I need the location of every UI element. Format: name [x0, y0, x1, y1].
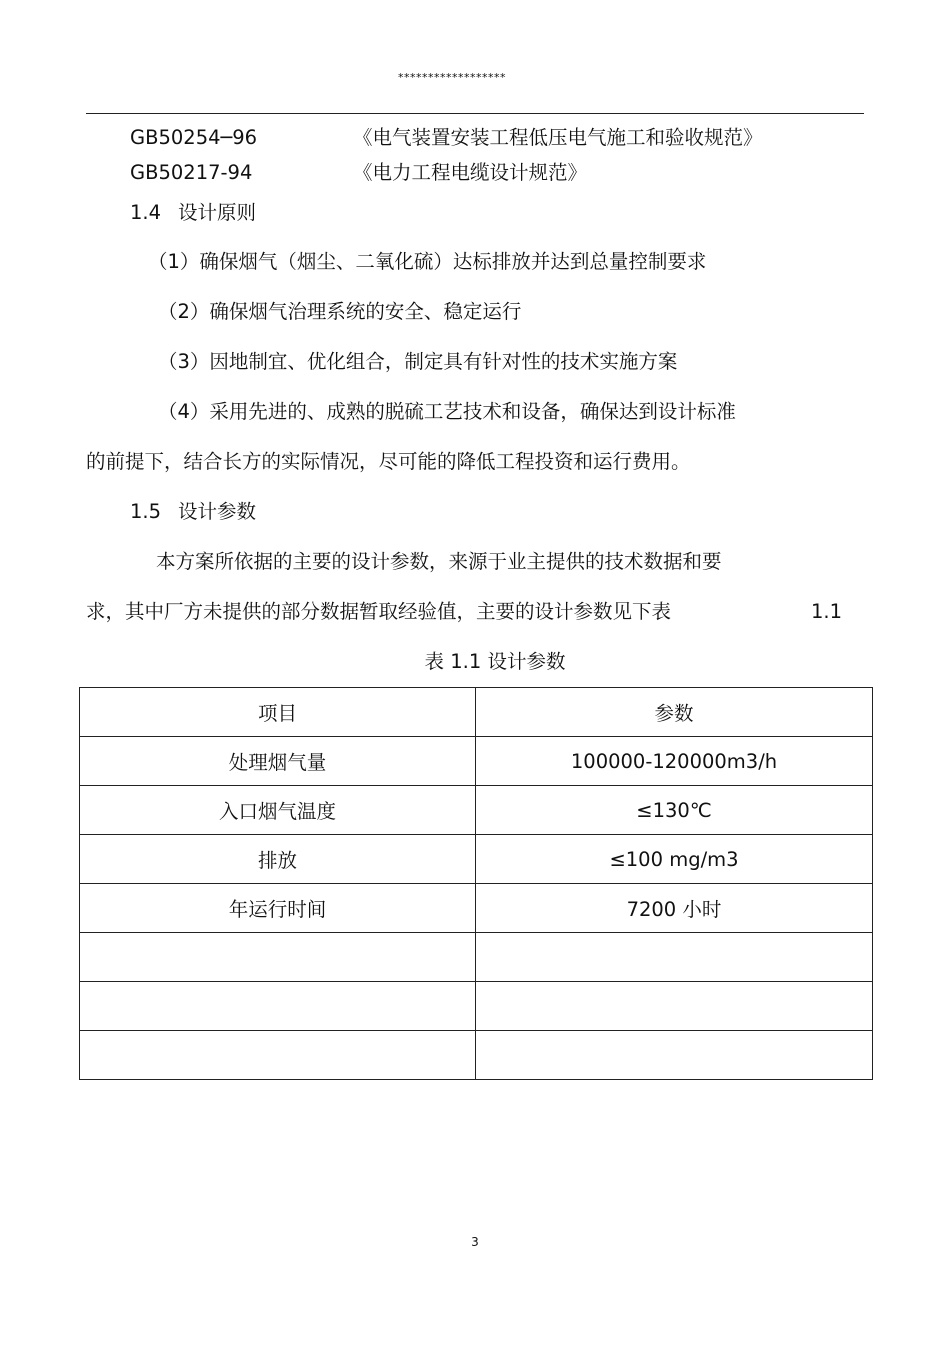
standard-title-2: 《电力工程电缆设计规范》 — [353, 161, 588, 184]
principle-item-4: （4）采用先进的、成熟的脱硫工艺技术和设备，确保达到设计标准 — [158, 400, 736, 423]
params-paragraph-line-1: 本方案所依据的主要的设计参数，来源于业主提供的技术数据和要 — [156, 550, 722, 573]
table-row — [80, 737, 873, 786]
principle-item-3: （3）因地制宜、优化组合，制定具有针对性的技术实施方案 — [158, 350, 678, 373]
table-cell-value — [476, 1031, 873, 1080]
principle-item-2: （2）确保烟气治理系统的安全、稳定运行 — [158, 300, 522, 323]
table-row — [80, 786, 873, 835]
table-cell-value — [476, 982, 873, 1031]
design-parameters-table — [79, 687, 873, 1080]
params-paragraph-table-ref: 1.1 — [811, 600, 843, 623]
table-cell-item: 年运行时间 — [80, 884, 476, 933]
table-cell-item: 处理烟气量 — [80, 737, 476, 786]
header-item: 项目 — [80, 688, 476, 737]
section-1-4-number: 1.4 — [130, 201, 162, 224]
principle-item-1: （1）确保烟气（烟尘、二氧化硫）达标排放并达到总量控制要求 — [148, 250, 707, 273]
table-row — [80, 835, 873, 884]
header-parameter: 参数 — [476, 688, 873, 737]
table-cell-item — [80, 933, 476, 982]
standard-title-1: 《电气装置安装工程低压电气施工和验收规范》 — [353, 126, 763, 149]
table-cell-item — [80, 982, 476, 1031]
table-row — [80, 884, 873, 933]
table-cell-value: 100000-120000m3/h — [476, 737, 873, 786]
standard-code-2: GB50217-94 — [130, 161, 253, 184]
table-cell-item: 排放 — [80, 835, 476, 884]
table-cell-item — [80, 1031, 476, 1080]
principle-item-4-continuation: 的前提下，结合长方的实际情况，尽可能的降低工程投资和运行费用。 — [86, 450, 691, 473]
section-1-5-number: 1.5 — [130, 500, 162, 523]
table-cell-value: 7200 小时 — [476, 884, 873, 933]
table-row — [80, 982, 873, 1031]
section-1-5-title: 设计参数 — [178, 500, 257, 523]
table-header-row — [80, 688, 873, 737]
page-number: 3 — [471, 1235, 479, 1249]
standard-code-1: GB50254─96 — [130, 126, 258, 149]
table-row — [80, 933, 873, 982]
header-rule — [86, 113, 864, 114]
table-caption: 表 1.1 设计参数 — [424, 650, 566, 673]
table-cell-value: ≤130℃ — [476, 786, 873, 835]
section-1-4-title: 设计原则 — [178, 201, 257, 224]
header-stars: ****************** — [398, 71, 506, 84]
table-cell-value: ≤100 mg/m3 — [476, 835, 873, 884]
table-cell-value — [476, 933, 873, 982]
params-paragraph-line-2: 求，其中厂方未提供的部分数据暂取经验值，主要的设计参数见下表 — [86, 600, 672, 623]
table-cell-item: 入口烟气温度 — [80, 786, 476, 835]
table-row — [80, 1031, 873, 1080]
